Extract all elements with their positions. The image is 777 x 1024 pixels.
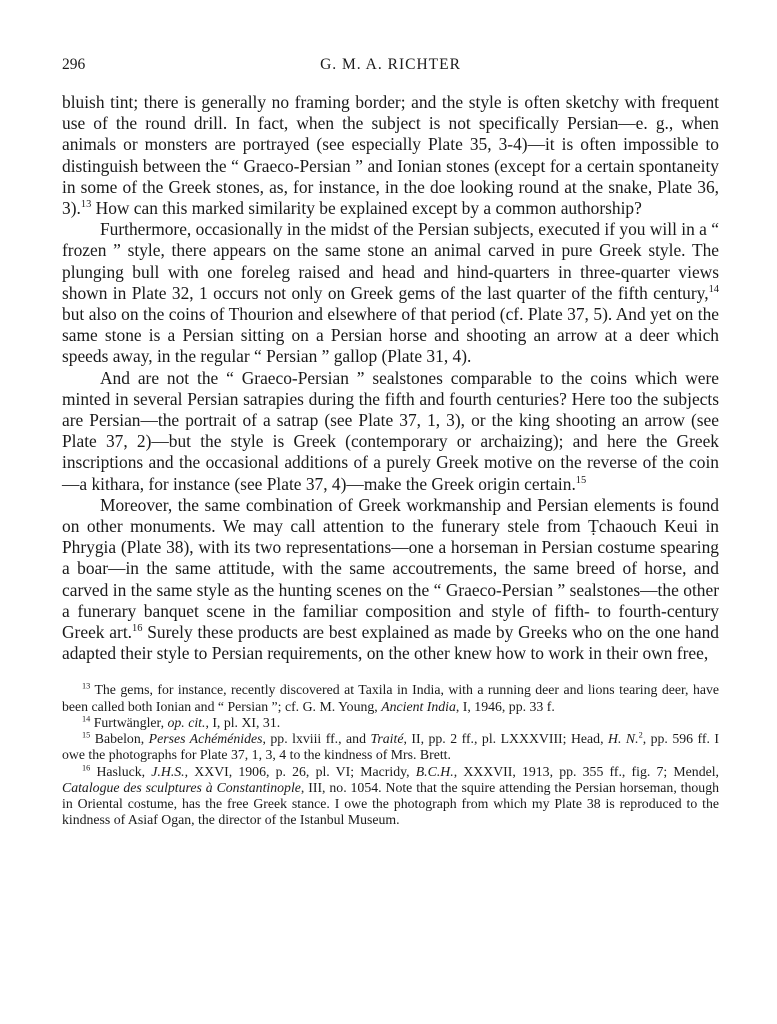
body-text [62,92,719,664]
page-header [62,56,719,78]
footnote-13: $^{13}$ The gems, for instance, recently discovered at Taxila in India, with a running deer and lions tearing deer, have been called both Ionian and “ Persian ”; cf. G. M. Young, Ancient India, I, 1946, pp. 33 f. [62,681,719,714]
paragraph-1: bluish tint; there is generally no framing border; and the style is often sketchy with frequent use of the round drill. In fact, when the subject is not specifically Persian—e. g., when animals or monsters are portrayed (see especially Plate 35, 3-4)—it is often impossible to distinguish between the “ Graeco-Persian ” and Ionian stones (except for a certain spontaneity in some of the Greek stones, as, for instance, in the doe looking round at the snake, Plate 36, 3).$^{13}$ How can this marked similarity be explained except by a common authorship? [62,92,719,219]
paragraph-2: Furthermore, occasionally in the midst of the Persian subjects, executed if you will in a “ frozen ” style, there appears on the same stone an animal carved in pure Greek style. The plunging bull with one foreleg raised and head and hind-quarters in three-quarter views shown in Plate 32, 1 occurs not only on Greek gems of the last quarter of the fifth century,$^{14}$ but also on the coins of Thourion and elsewhere of that period (cf. Plate 37, 5). And yet on the same stone is a Persian sitting on a Persian horse and shooting an arrow at a deer which speeds away, in the regular “ Persian ” gallop (Plate 31, 4). [62,219,719,367]
footnote-ref-16[interactable]: 16 [132,623,143,635]
footnote-ref-14[interactable]: 14 [708,284,719,296]
footnote-14: $^{14}$ Furtwängler, op. cit., I, pl. XI, 31. [82,714,281,730]
footnote-15: $^{15}$ Babelon, Perses Achéménides, pp. lxviii ff., and Traité, II, pp. 2 ff., pl. LXXXVIII; Head, H. N.$^2$, pp. 596 ff. I owe the photographs for Plate 37, 1, 3, 4 to the kindness of Mrs. Brett. [62,730,719,763]
footnotes [62,682,719,828]
footnote-16: $^{16}$ Hasluck, J.H.S., XXVI, 1906, p. 26, pl. VI; Macridy, B.C.H., XXXVII, 1913, pp. 355 ff., fig. 7; Mendel, Catalogue des sculptures à Constantinople, III, no. 1054. Note that the squire attending the Persian horseman, though in Oriental costume, has the free Greek stance. I owe the photograph from which my Plate 38 is reproduced to the kindness of Asiaf Ogan, the director of the Istanbul Museum. [62,762,720,828]
paragraph-4: Moreover, the same combination of Greek workmanship and Persian elements is found on other monuments. We may call attention to the funerary stele from Ṭchaouch Keui in Phrygia (Plate 38), with its two representations—one a horseman in Persian costume spearing a boar—in the same attitude, with the same accoutrements, the same breed of horse, and carved in the same style as the hunting scenes on the “ Graeco-Persian ” sealstones—the other a funerary banquet scene in the familiar composition and style of fifth- to fourth-century Greek art.$^{16}$ Surely these products are best explained as made by Greeks who on the one hand adapted their style to Persian requirements, on the other knew how to work in their own free, [62,494,719,664]
paragraph-3: And are not the “ Graeco-Persian ” sealstones comparable to the coins which were minted in several Persian satrapies during the fifth and fourth centuries? Here too the subjects are Persian—the portrait of a satrap (see Plate 37, 1, 3), or the king shooting an arrow (see Plate 37, 2)—but the style is Greek (contemporary or archaizing); and here the Greek inscriptions and the occasional additions of a purely Greek motive on the reverse of the coin—a kithara, for instance (see Plate 37, 4)—make the Greek origin certain.$^{15}$ [62,367,719,494]
footnote-ref-13[interactable]: 13 [80,199,92,211]
running-head: G. M. A. RICHTER [320,56,461,73]
footnote-ref-15[interactable]: 15 [575,474,587,486]
page-number: 296 [62,56,86,73]
page [62,56,719,828]
